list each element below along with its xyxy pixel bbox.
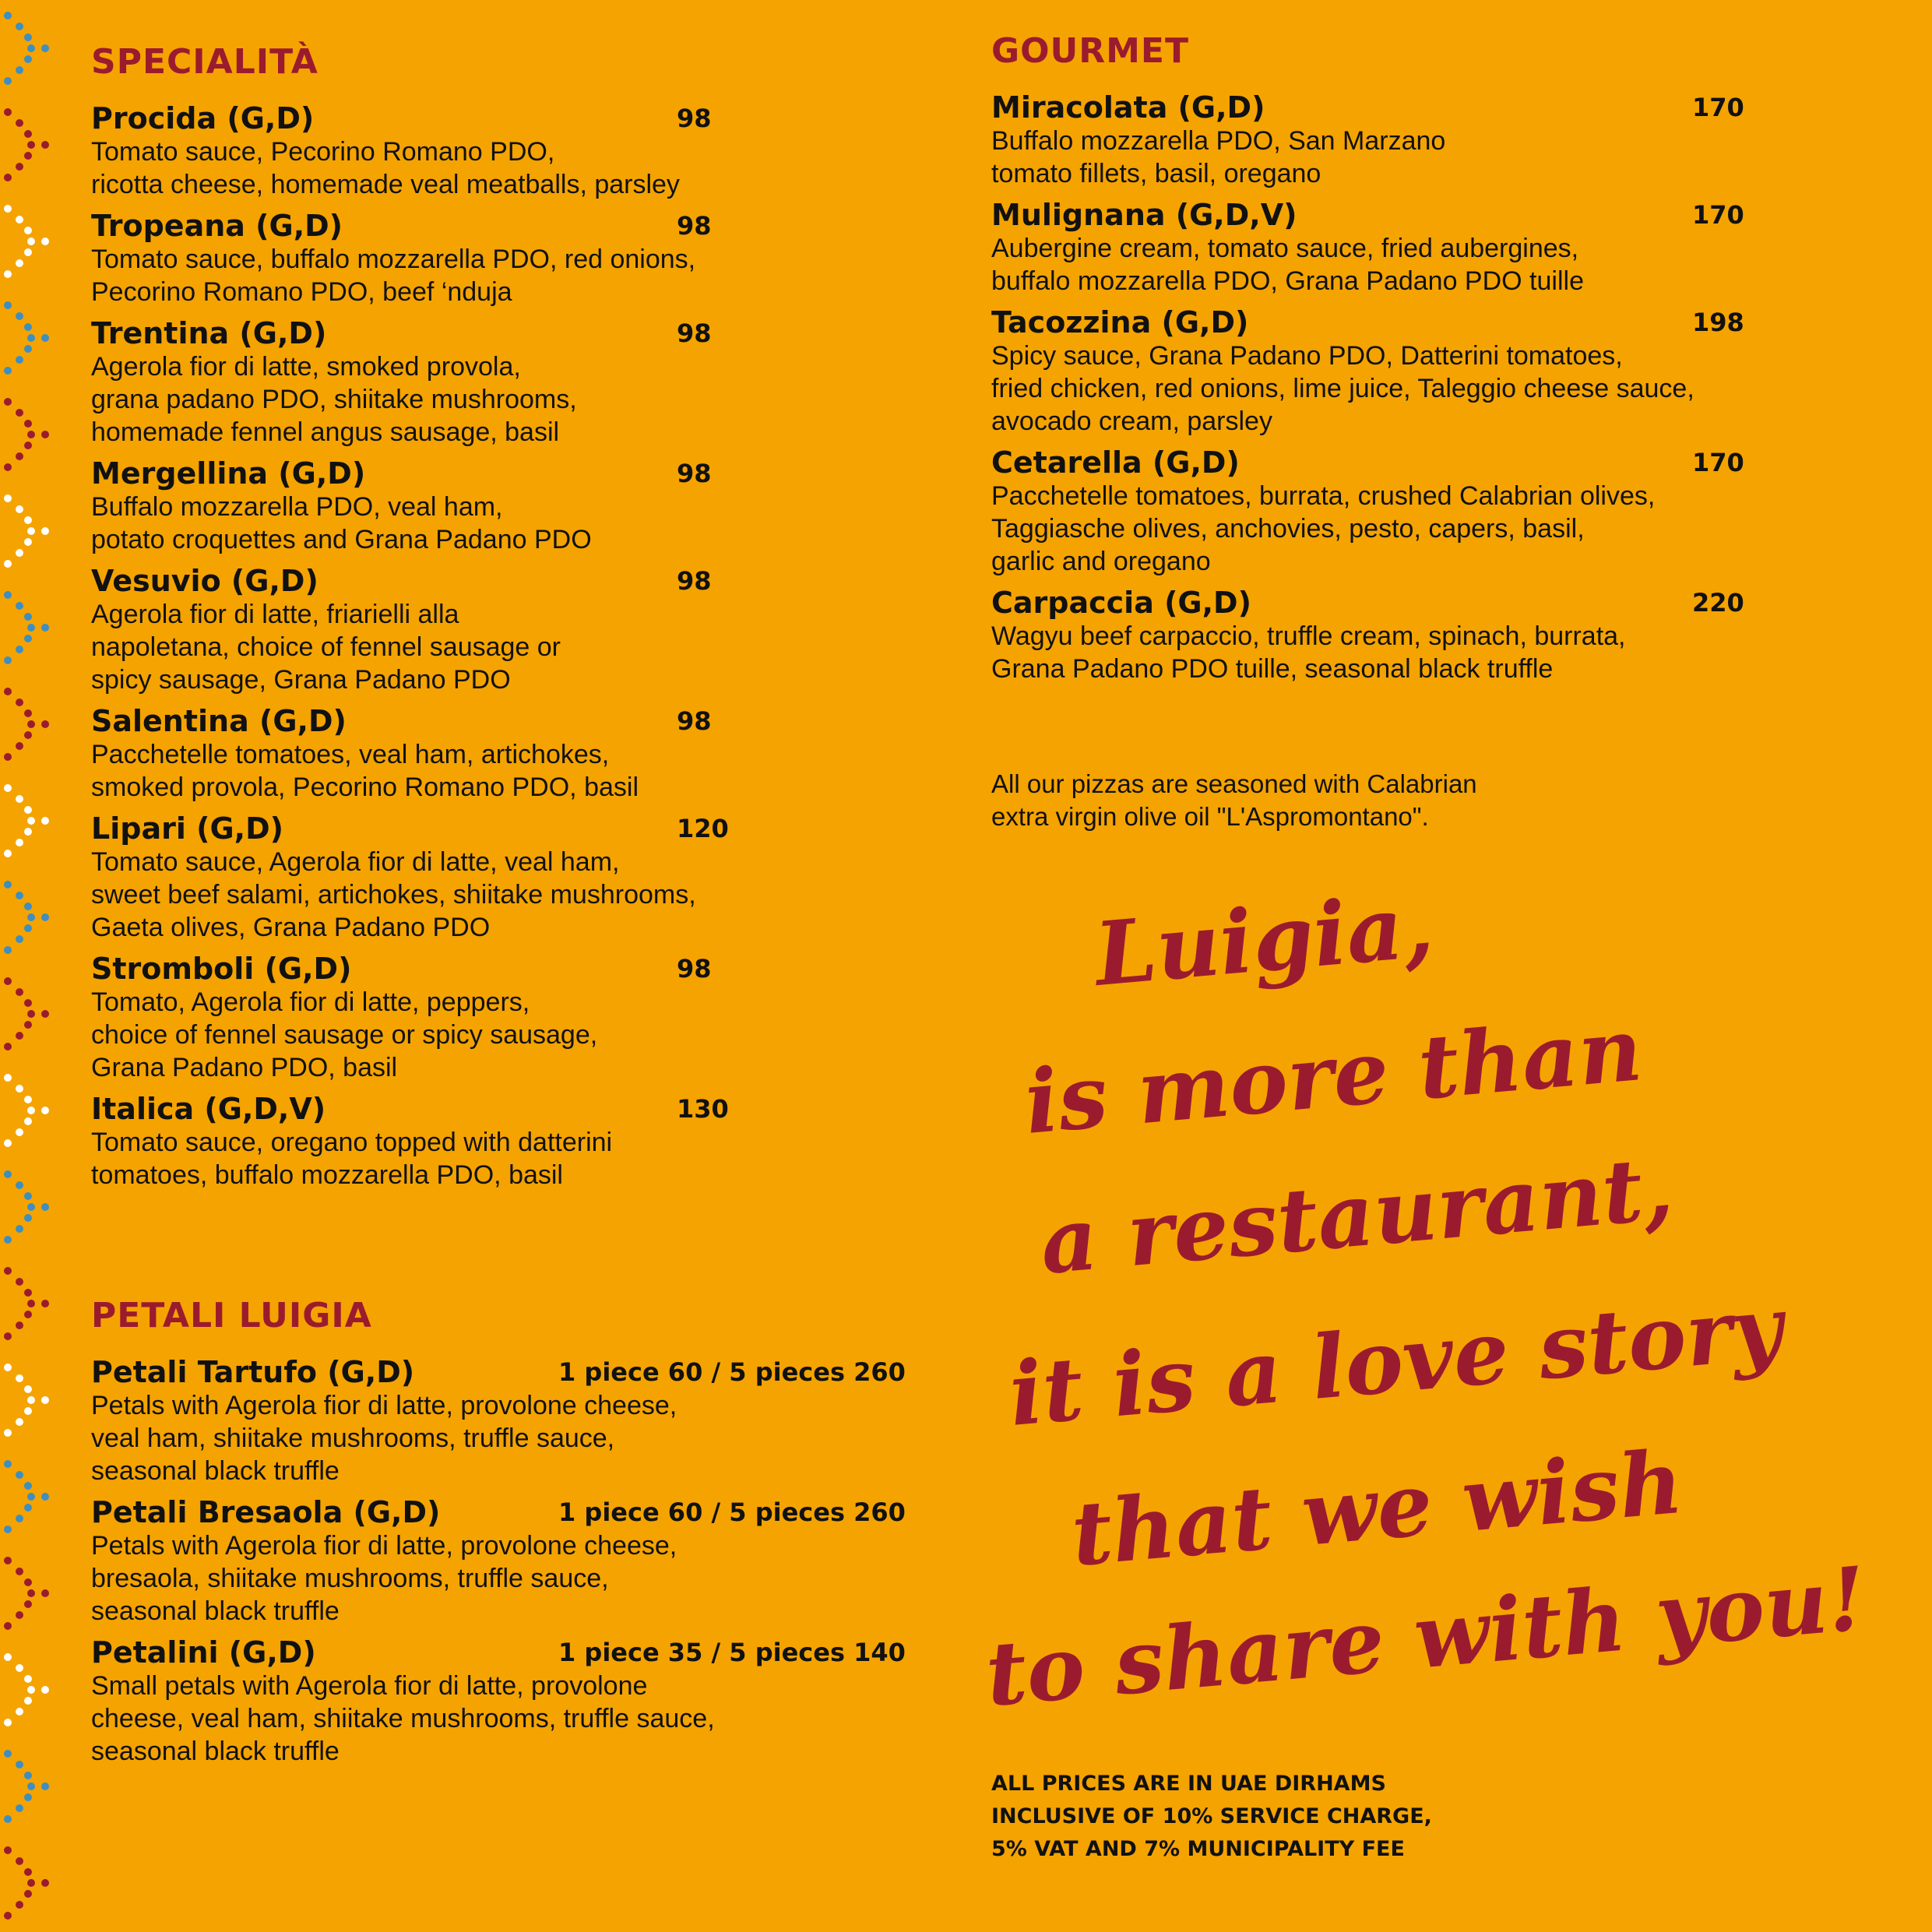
decorative-dot: [27, 1686, 35, 1694]
menu-item-name: Lipari (G,D): [91, 811, 283, 846]
decorative-dot: [16, 1181, 23, 1189]
menu-item-description: Tomato sauce, oregano topped with datterini tomatoes, buffalo mozzarella PDO, basil: [91, 1128, 613, 1190]
menu-item-description: Small petals with Agerola fior di latte, provolone cheese, veal ham, shiitake mushrooms, truffle sauce, seasonal black truffle: [91, 1671, 715, 1766]
decorative-dot: [41, 1010, 49, 1018]
decorative-dot: [16, 988, 23, 996]
menu-item-description: Petals with Agerola fior di latte, provolone cheese, bresaola, shiitake mushrooms, truffle sauce, seasonal black truffle: [91, 1531, 677, 1626]
decorative-dot: [16, 119, 23, 127]
menu-item-header: [91, 1492, 932, 1533]
decorative-dot: [16, 839, 23, 846]
menu-item-price: 220: [1692, 588, 1744, 618]
decorative-dot: [4, 1846, 12, 1854]
menu-item-header: [91, 1352, 932, 1392]
decorative-dot: [4, 1043, 12, 1050]
decorative-dot: [27, 1782, 35, 1790]
menu-item-name: Salentina (G,D): [91, 704, 347, 738]
section-title-petali: PETALI LUIGIA: [91, 1296, 372, 1336]
decorative-dot: [27, 527, 35, 535]
decorative-dot: [16, 1032, 23, 1040]
specialita-section: [91, 42, 932, 1196]
decorative-dot: [24, 903, 32, 910]
decorative-dot: [4, 205, 12, 213]
menu-item-description: Tomato sauce, Pecorino Romano PDO, ricotta cheese, homemade veal meatballs, parsley: [91, 137, 680, 199]
decorative-dot: [4, 591, 12, 599]
menu-item-header: [991, 442, 1770, 483]
decorative-dot: [4, 1236, 12, 1244]
decorative-dot: [24, 1675, 32, 1683]
petali-list: [91, 1352, 932, 1768]
menu-item: [91, 701, 932, 804]
slogan-line-3: a restaurant,: [1036, 1137, 1677, 1294]
menu-item-header: [91, 206, 932, 246]
menu-item: [91, 1632, 932, 1768]
decorative-dot: [4, 270, 12, 278]
menu-item-price: 1 piece 60 / 5 pieces 260: [558, 1357, 906, 1387]
decorative-dot: [24, 1482, 32, 1490]
slogan: [958, 875, 1870, 1752]
decorative-dot: [16, 1085, 23, 1093]
decorative-dot: [4, 753, 12, 761]
decorative-dot: [16, 1128, 23, 1136]
decorative-dot: [16, 1664, 23, 1672]
decorative-dot: [16, 1708, 23, 1716]
decorative-dot: [41, 1879, 49, 1887]
decorative-dot: [27, 1300, 35, 1307]
menu-item: [91, 561, 932, 696]
decorative-dot: [4, 301, 12, 309]
decorative-dot: [4, 977, 12, 985]
menu-item-price: 170: [1692, 200, 1744, 230]
decorative-dot: [16, 1471, 23, 1479]
decorative-dot: [4, 1719, 12, 1726]
decorative-dot: [4, 1364, 12, 1371]
menu-item: [991, 442, 1770, 578]
decorative-dot: [4, 1912, 12, 1920]
menu-item-description: Pacchetelle tomatoes, veal ham, artichokes, smoked provola, Pecorino Romano PDO, basil: [91, 740, 639, 802]
decorative-dot: [16, 1761, 23, 1768]
decorative-dot: [27, 1879, 35, 1887]
menu-item-header: [91, 701, 932, 741]
decorative-dot: [24, 323, 32, 331]
decorative-dot: [16, 699, 23, 706]
menu-item-name: Stromboli (G,D): [91, 952, 352, 986]
decorative-dot: [24, 1096, 32, 1103]
menu-item: [91, 1089, 932, 1191]
menu-item: [991, 195, 1770, 297]
slogan-line-4: it is a love story: [1005, 1276, 1787, 1446]
decorative-dot: [24, 1407, 32, 1415]
menu-item-name: Petali Bresaola (G,D): [91, 1495, 441, 1529]
decorative-dot: [4, 850, 12, 857]
decorative-dot: [24, 538, 32, 546]
decorative-dot: [4, 1332, 12, 1340]
decorative-dot: [41, 1589, 49, 1597]
decorative-dot: [27, 1107, 35, 1114]
menu-item-header: [91, 948, 932, 989]
menu-item-price: 170: [1692, 448, 1744, 477]
menu-item-header: [991, 195, 1770, 235]
decorative-dot: [27, 817, 35, 825]
decorative-dot: [27, 1010, 35, 1018]
menu-item: [991, 302, 1770, 438]
menu-item: [91, 453, 932, 556]
decorative-dot: [24, 806, 32, 814]
decorative-dot: [16, 259, 23, 267]
decorative-dot-border: [0, 0, 62, 1932]
decorative-dot: [16, 452, 23, 460]
menu-item-description: Tomato sauce, buffalo mozzarella PDO, red onions, Pecorino Romano PDO, beef ‘nduja: [91, 245, 696, 307]
decorative-dot: [4, 688, 12, 695]
decorative-dot: [27, 431, 35, 438]
decorative-dot: [24, 1192, 32, 1200]
decorative-dot: [16, 892, 23, 899]
decorative-dot: [16, 1568, 23, 1575]
decorative-dot: [24, 1117, 32, 1125]
decorative-dot: [16, 216, 23, 223]
menu-item-name: Tropeana (G,D): [91, 209, 343, 243]
decorative-dot: [4, 1653, 12, 1661]
decorative-dot: [16, 1225, 23, 1233]
menu-item-price: 198: [1692, 308, 1744, 337]
menu-item-header: [91, 98, 932, 139]
decorative-dot: [27, 913, 35, 921]
decorative-dot: [24, 635, 32, 642]
decorative-dot: [24, 1214, 32, 1222]
decorative-dot: [16, 23, 23, 30]
decorative-dot: [24, 1504, 32, 1511]
decorative-dot: [4, 12, 12, 19]
decorative-dot: [24, 828, 32, 836]
decorative-dot: [24, 709, 32, 717]
decorative-dot: [16, 1515, 23, 1522]
menu-item-name: Cetarella (G,D): [991, 445, 1240, 480]
menu-item-description: Agerola fior di latte, smoked provola, grana padano PDO, shiitake mushrooms, homemade fennel angus sausage, basil: [91, 352, 577, 447]
gourmet-list: [991, 87, 1770, 685]
decorative-dot: [27, 720, 35, 728]
menu-item: [91, 1352, 932, 1487]
decorative-dot: [16, 549, 23, 557]
decorative-dot: [41, 1686, 49, 1694]
slogan-line-5: that we wish: [1067, 1431, 1687, 1586]
menu-item-price: 98: [677, 706, 712, 736]
menu-item-description: Spicy sauce, Grana Padano PDO, Datterini tomatoes, fried chicken, red onions, lime juice, Taleggio cheese sauce, avocado cream, parsley: [991, 341, 1694, 436]
decorative-dot: [41, 238, 49, 245]
decorative-dot: [4, 1815, 12, 1823]
decorative-dot: [4, 1170, 12, 1178]
decorative-dot: [24, 152, 32, 160]
decorative-dot: [41, 431, 49, 438]
decorative-dot: [24, 227, 32, 234]
petali-section: [91, 1296, 932, 1772]
decorative-dot: [16, 795, 23, 803]
decorative-dot: [4, 77, 12, 85]
decorative-dot: [24, 1021, 32, 1029]
decorative-dot: [24, 345, 32, 353]
decorative-dot: [27, 1589, 35, 1597]
decorative-dot: [16, 1278, 23, 1286]
menu-item-header: [91, 561, 932, 601]
decorative-dot: [41, 1203, 49, 1211]
decorative-dot: [4, 1267, 12, 1275]
menu-item-header: [91, 453, 932, 494]
menu-item-description: Wagyu beef carpaccio, truffle cream, spinach, burrata, Grana Padano PDO tuille, seasonal black truffle: [991, 621, 1626, 684]
decorative-dot: [16, 66, 23, 74]
decorative-dot: [24, 420, 32, 428]
decorative-dot: [16, 1901, 23, 1909]
decorative-dot: [16, 1321, 23, 1329]
decorative-dot: [27, 1203, 35, 1211]
decorative-dot: [4, 398, 12, 406]
decorative-dot: [27, 238, 35, 245]
decorative-dot: [4, 1460, 12, 1468]
decorative-dot: [16, 409, 23, 417]
decorative-dot: [16, 356, 23, 364]
decorative-dot: [27, 1396, 35, 1404]
decorative-dot: [24, 516, 32, 524]
menu-item-price: 98: [677, 459, 712, 488]
menu-item-description: Pacchetelle tomatoes, burrata, crushed Calabrian olives, Taggiasche olives, anchovies, pesto, capers, basil, garlic and oregano: [991, 481, 1656, 576]
decorative-dot: [24, 33, 32, 41]
decorative-dot: [24, 442, 32, 449]
menu-item-header: [91, 1632, 932, 1673]
decorative-dot: [24, 1697, 32, 1705]
decorative-dot: [4, 560, 12, 568]
slogan-line-1: Luigia,: [1090, 875, 1438, 1006]
decorative-dot: [41, 44, 49, 52]
menu-item: [91, 313, 932, 449]
menu-item: [91, 98, 932, 201]
menu-item-header: [91, 313, 932, 354]
menu-item-price: 98: [677, 211, 712, 241]
price-disclaimer: ALL PRICES ARE IN UAE DIRHAMS INCLUSIVE OF 10% SERVICE CHARGE, 5% VAT AND 7% MUNICIPALITY FEE: [991, 1772, 1432, 1861]
decorative-dot: [4, 881, 12, 889]
decorative-dot: [16, 505, 23, 513]
decorative-dot: [4, 1622, 12, 1630]
decorative-dot: [16, 163, 23, 171]
decorative-dot: [41, 1396, 49, 1404]
menu-item-price: 1 piece 35 / 5 pieces 140: [558, 1638, 906, 1667]
menu-item-price: 98: [677, 954, 712, 984]
slogan-svg: [958, 875, 1870, 1752]
menu-item-header: [991, 87, 1770, 128]
decorative-dot: [4, 1750, 12, 1758]
menu-item-header: [991, 302, 1770, 343]
decorative-dot: [41, 1107, 49, 1114]
menu-item-price: 98: [677, 566, 712, 596]
decorative-dot: [41, 624, 49, 632]
menu-item-name: Tacozzina (G,D): [991, 305, 1249, 340]
decorative-dot: [24, 1578, 32, 1586]
menu-item-name: Carpaccia (G,D): [991, 586, 1251, 620]
decorative-dot: [41, 913, 49, 921]
decorative-dot: [16, 935, 23, 943]
menu-item: [91, 206, 932, 308]
decorative-dot: [16, 1418, 23, 1426]
decorative-dot: [24, 1600, 32, 1608]
menu-item: [991, 87, 1770, 190]
decorative-dot: [27, 624, 35, 632]
decorative-dot: [24, 1793, 32, 1801]
decorative-dot: [24, 1385, 32, 1393]
decorative-dot: [16, 742, 23, 750]
decorative-dot: [24, 1868, 32, 1876]
decorative-dot: [24, 924, 32, 932]
decorative-dot: [4, 1526, 12, 1533]
menu-item-description: Petals with Agerola fior di latte, provolone cheese, veal ham, shiitake mushrooms, truffle sauce, seasonal black truffle: [91, 1391, 677, 1486]
menu-item-price: 98: [677, 318, 712, 348]
decorative-dot: [24, 1311, 32, 1318]
menu-item-header: [91, 808, 932, 849]
decorative-dot: [27, 44, 35, 52]
menu-item: [991, 582, 1770, 685]
decorative-dot: [24, 55, 32, 63]
decorative-dot: [4, 1429, 12, 1437]
menu-item-price: 130: [677, 1094, 729, 1124]
menu-item-name: Mulignana (G,D,V): [991, 198, 1297, 232]
decorative-dot: [24, 248, 32, 256]
section-title-specialita: SPECIALITÀ: [91, 42, 318, 82]
section-title-gourmet: GOURMET: [991, 31, 1189, 71]
decorative-dot: [24, 613, 32, 621]
decorative-dot: [4, 494, 12, 502]
decorative-dot: [27, 141, 35, 149]
menu-item: [91, 808, 932, 944]
slogan-line-2: is more than: [1020, 998, 1646, 1154]
menu-item-description: Buffalo mozzarella PDO, San Marzano tomato fillets, basil, oregano: [991, 126, 1446, 188]
decorative-dot: [41, 1782, 49, 1790]
menu-item-price: 120: [677, 814, 729, 843]
specialita-list: [91, 98, 932, 1191]
menu-item: [91, 1492, 932, 1628]
decorative-dot: [4, 1139, 12, 1147]
menu-item-name: Mergellina (G,D): [91, 456, 366, 491]
decorative-dot: [4, 108, 12, 116]
menu-item-name: Trentina (G,D): [91, 316, 327, 350]
decorative-dot: [16, 312, 23, 320]
decorative-dot: [41, 334, 49, 342]
decorative-dot: [41, 817, 49, 825]
menu-item-name: Procida (G,D): [91, 101, 315, 135]
slogan-line-6: to share with you!: [981, 1547, 1870, 1726]
decorative-dot: [41, 1300, 49, 1307]
decorative-dot: [4, 946, 12, 954]
decorative-dot: [41, 720, 49, 728]
decorative-dot: [24, 1289, 32, 1297]
decorative-dot: [41, 527, 49, 535]
olive-oil-note: All our pizzas are seasoned with Calabrian extra virgin olive oil "L'Aspromontano".: [991, 769, 1477, 831]
menu-item-price: 1 piece 60 / 5 pieces 260: [558, 1497, 906, 1527]
decorative-dot: [4, 463, 12, 471]
menu-item-name: Petalini (G,D): [91, 1635, 316, 1670]
decorative-dot: [16, 1374, 23, 1382]
decorative-dot: [27, 334, 35, 342]
menu-item-description: Tomato, Agerola fior di latte, peppers, choice of fennel sausage or spicy sausage, Grana Padano PDO, basil: [91, 987, 598, 1082]
decorative-dot: [16, 602, 23, 610]
menu-item-description: Aubergine cream, tomato sauce, fried aubergines, buffalo mozzarella PDO, Grana Padano PDO tuille: [991, 234, 1584, 296]
menu-item: [91, 948, 932, 1084]
menu-item-description: Tomato sauce, Agerola fior di latte, veal ham, sweet beef salami, artichokes, shiitake mushrooms, Gaeta olives, Grana Padano PDO: [91, 847, 696, 942]
menu-item-price: 98: [677, 104, 712, 133]
decorative-dot: [4, 1557, 12, 1564]
decorative-dot: [16, 646, 23, 653]
decorative-dot: [24, 1890, 32, 1898]
decorative-dot: [16, 1857, 23, 1865]
decorative-dot: [24, 731, 32, 739]
gourmet-section: [991, 31, 1770, 690]
decorative-dot: [24, 999, 32, 1007]
decorative-dot: [4, 656, 12, 664]
menu-item-description: Buffalo mozzarella PDO, veal ham, potato croquettes and Grana Padano PDO: [91, 492, 592, 554]
decorative-dot: [4, 174, 12, 181]
decorative-dot: [4, 1074, 12, 1082]
decorative-dot: [16, 1611, 23, 1619]
menu-item-name: Petali Tartufo (G,D): [91, 1355, 415, 1389]
menu-item-description: Agerola fior di latte, friarielli alla napoletana, choice of fennel sausage or spicy sausage, Grana Padano PDO: [91, 600, 561, 695]
decorative-dot: [27, 1493, 35, 1501]
menu-item-name: Italica (G,D,V): [91, 1092, 326, 1126]
decorative-dot: [41, 141, 49, 149]
decorative-dot: [4, 784, 12, 792]
decorative-dot: [24, 1772, 32, 1779]
decorative-dot: [24, 130, 32, 138]
decorative-dot: [4, 367, 12, 375]
menu-item-header: [991, 582, 1770, 623]
decorative-dot: [41, 1493, 49, 1501]
decorative-dot: [16, 1804, 23, 1812]
menu-item-price: 170: [1692, 93, 1744, 122]
menu-item-header: [91, 1089, 932, 1129]
menu-item-name: Vesuvio (G,D): [91, 564, 318, 598]
menu-item-name: Miracolata (G,D): [991, 90, 1265, 125]
